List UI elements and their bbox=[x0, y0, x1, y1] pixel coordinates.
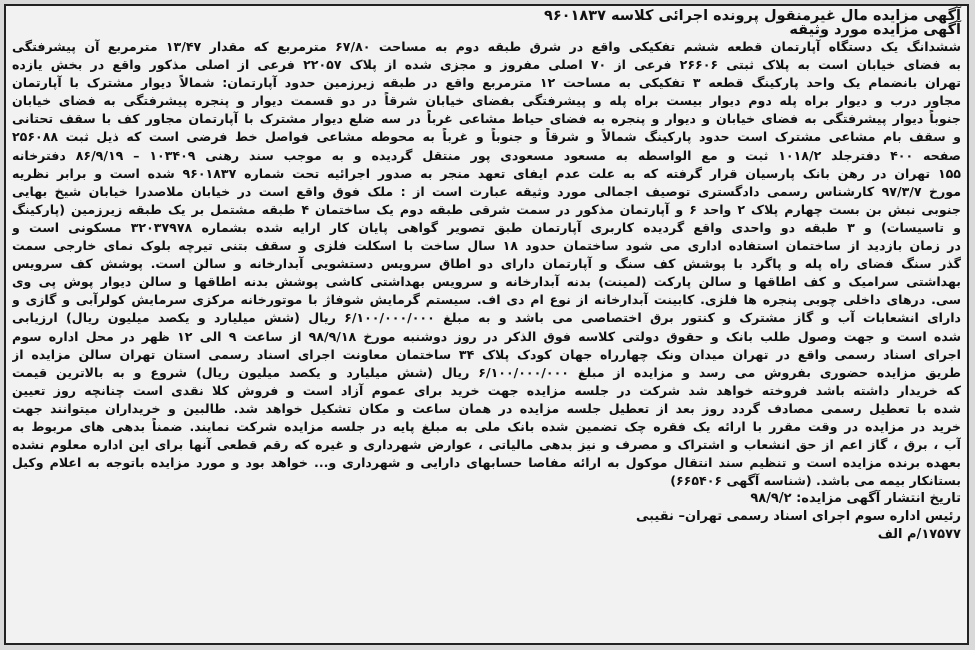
body-line: طریق مزایده حضوری بفروش می رسد و مزایده از مبلغ ۶/۱۰۰/۰۰۰/۰۰۰ ریال (شش میلیارد و یکصد میلیون ریال) شروع و به بالاترین قیمت bbox=[12, 364, 961, 380]
body-line-last: بستانکار بیمه می باشد. (شناسه آگهی ۶۶۵۴۰۶) bbox=[670, 473, 961, 489]
body-line: سی. درهای داخلی چوبی پنجره ها فلزی. کابینت آبدارخانه از نوع ام دی اف. سیستم گرمایش شوفاژ با موتورخانه مرکزی سرمایش کولرآبی و گازی و bbox=[12, 292, 961, 308]
body-line: بهداشتی سرامیک و کف اطاقها و سالن پارکت (لمینت) بدنه آبدارخانه و سرویس بهداشتی کاشی پوشش بدنه اطاقها و سالن دیوار پوش پی وی bbox=[12, 274, 961, 290]
body-line: و سقف بام مشاعی مشترک است حدود پارکینگ شمالاً و شرقاً و جنوباً و غرباً به محوطه مشاعی فواصل خط فرضی است که ذیل ثبت ۲۵۶۰۸۸ bbox=[12, 129, 961, 145]
body-line: گذر سنگ فضای راه پله و پاگرد با پوشش کف سنگ و آپارتمان دارای دو اطاق سرویس دستشویی آبدارخانه و سالن است. پوشش کف سرویس bbox=[12, 256, 961, 272]
body-line: و تاسیسات) و ۳ طبقه دو واحدی واقع گردیده کاربری آپارتمان طبق تصویر گواهی پایان کار ارایه شده بشماره ۳۲۰۳۷۹۷۸ مسکونی است و bbox=[12, 219, 961, 235]
body-line: جنوباً دیوار پیشرفتگی به فضای خیابان و دیوار و پنجره به فضای حیاط مشاعی غرباً در سه ضلع دیوار مشترک با آپارتمان مجاور کف با سقف تحتانی bbox=[12, 111, 961, 127]
notice-footer bbox=[6, 490, 967, 544]
notice-subtitle: آگهی مزایده مورد وثیقه bbox=[789, 22, 961, 38]
body-line: مورخ ۹۷/۳/۷ کارشناس رسمی دادگستری توصیف اجمالی مورد وثیقه عبارت است از : ملک فوق واقع است در خیابان ملاصدرا خیابان شیخ بهایی bbox=[12, 183, 961, 199]
body-line: آب ، برق ، گاز اعم از حق انشعاب و اشتراک و مصرف و نیز بدهی مالیاتی ، عوارض شهرداری و غیره که رقم قطعی آنها برای این اداره معلوم نشده bbox=[12, 437, 961, 453]
body-line: صفحه ۴۰۰ دفترجلد ۱۰۱۸/۲ ثبت و مع الواسطه به مسعود مسعودی پور منتقل گردیده و به موجب سند رهنی ۱۰۳۴۰۹ – ۸۶/۹/۱۹ دفترخانه bbox=[12, 147, 961, 163]
body-line: ۱۵۵ تهران در رهن بانک پارسیان قرار گرفته که به علت عدم ایفای تعهد منجر به صدور اجرائیه تحت شماره ۹۶۰۱۸۳۷ شده است و برابر نظریه bbox=[12, 165, 961, 181]
publish-date: تاریخ انتشار آگهی مزایده: ۹۸/۹/۲ bbox=[750, 491, 961, 507]
notice-title: آگهی مزایده مال غیرمنقول پرونده اجرائی کلاسه ۹۶۰۱۸۳۷ bbox=[543, 8, 961, 24]
body-line: به فضای خیابان است به پلاک ثبتی ۲۶۶۰۶ فرعی از ۷۰ اصلی مفروز و مجزی شده از پلاک ۲۲۰۵۷ فرعی از اصلی مذکور واقع در بخش یازده bbox=[12, 57, 961, 73]
body-line: مجاور درب و دیوار براه پله دوم دیوار بیست براه پله و پیشرفتگی بفضای خیابان شرقاً در دو قسمت دیوار و پنجره پیشرفتگی به فضای خیابان bbox=[12, 93, 961, 109]
notice-page bbox=[4, 4, 969, 645]
body-line: بعهده برنده مزایده است و تنظیم سند انتقال موکول به ارائه مفاصا حسابهای دارایی و شهرداری و... خواهد بود و مورد مزایده باتوجه به اعلام وکیل bbox=[12, 455, 961, 471]
body-line: شده با تعطیل رسمی مصادف گردد روز بعد از تعطیل جلسه مزایده در همان ساعت و مکان تشکیل خواهد شد. طالبین و خریداران میتوانند جهت bbox=[12, 400, 961, 416]
notice-body bbox=[6, 38, 967, 490]
body-line: شده است و جهت وصول طلب بانک و حقوق دولتی کلاسه فوق الذکر در روز دوشنبه مورخ ۹۸/۹/۱۸ از ساعت ۹ الی ۱۲ ظهر در محل اداره سوم bbox=[12, 328, 961, 344]
body-line: تهران بانضمام یک واحد پارکینگ قطعه ۳ تفکیکی به مساحت ۱۲ مترمربع واقع در طبقه زیرزمین حدود آپارتمان: شمالاً دیوار مشترک با آپارتمان bbox=[12, 75, 961, 91]
body-line: جنوبی نبش بن بست چهارم پلاک ۲ واحد ۶ و آپارتمان مذکور در سمت شرقی طبقه دوم یک ساختمان ۴ طبقه مشتمل بر یک طبقه زیرزمین (پارکینگ bbox=[12, 201, 961, 217]
body-line: در زمان بازدید از ساختمان استفاده اداری می شود ساختمان حدود ۱۸ سال ساخت با اسکلت فلزی و سقف بتنی تیرچه بلوک نمای خارجی سمت bbox=[12, 238, 961, 254]
body-line: ششدانگ یک دستگاه آپارتمان قطعه ششم تفکیکی واقع در شرق طبقه دوم به مساحت ۶۷/۸۰ مترمربع که مقدار ۱۳/۴۷ مترمربع آن پیشرفتگی bbox=[12, 39, 961, 54]
body-line: که خریدار داشته باشد فروخته خواهد شد شرکت در جلسه مزایده جهت خرید برای عموم آزاد است و فروش کلا نقدی است چنانچه روز تعیین bbox=[12, 382, 961, 398]
body-line: دارای انشعابات آب و گاز مشترک و کنتور برق اختصاصی می باشد و به مبلغ ۶/۱۰۰/۰۰۰/۰۰۰ ریال (شش میلیارد و یکصد میلیون ریال) ارزیابی bbox=[12, 310, 961, 326]
body-line: اجرای اسناد رسمی واقع در تهران میدان ونک چهارراه جهان کودک پلاک ۳۴ ساختمان معاونت اجرای اسناد رسمی استان تهران سالن مزایده از bbox=[12, 346, 961, 362]
reference-number: ۱۷۵۷۷/م الف bbox=[877, 527, 961, 543]
signature: رئیس اداره سوم اجرای اسناد رسمی تهران– نقیبی bbox=[635, 509, 961, 525]
body-line: خرید در مزایده در وقت مقرر با ارائه یک فقره چک تضمین شده بانک ملی به مبلغ پایه در جلسه مزایده شرکت نمایند. ضمناً بدهی های مربوط به bbox=[12, 418, 961, 434]
